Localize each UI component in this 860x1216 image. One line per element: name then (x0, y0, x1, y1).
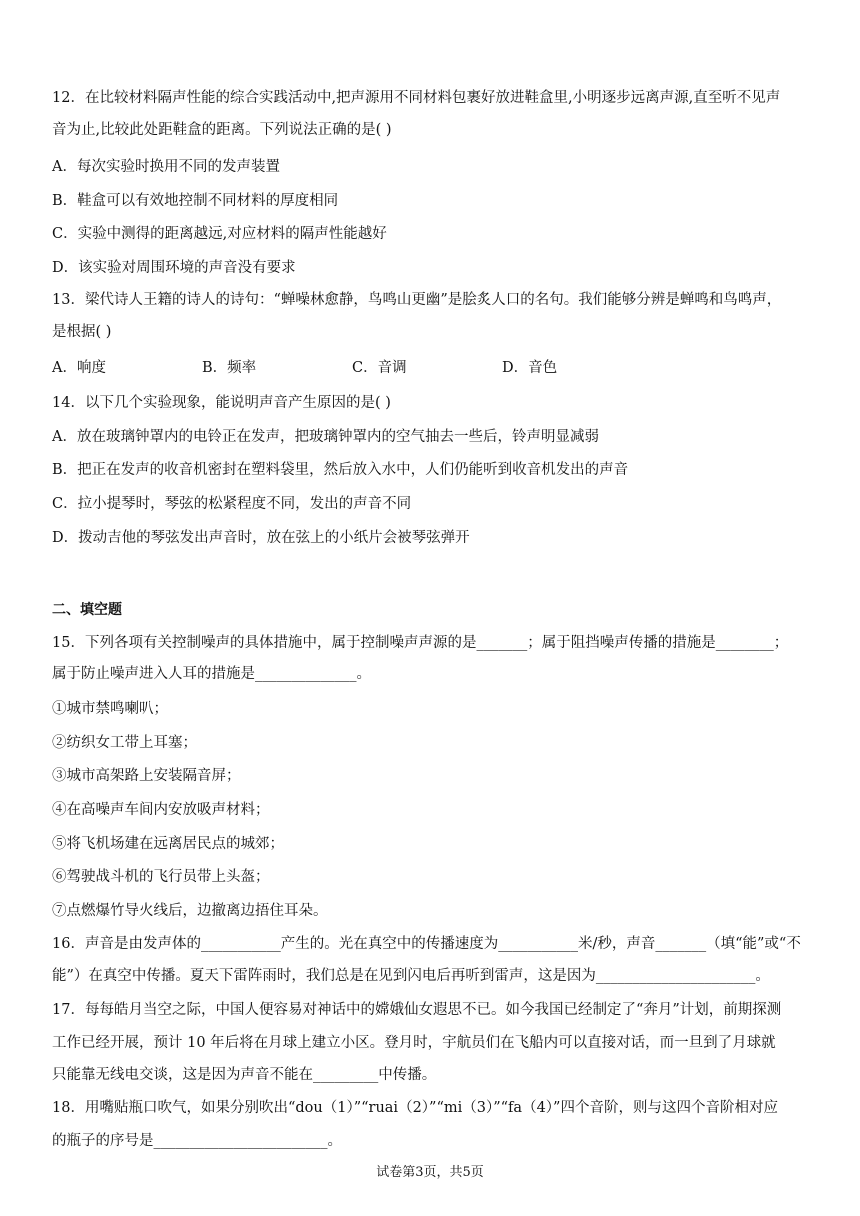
q14-option-b: B．把正在发声的收音机密封在塑料袋里，然后放入水中，人们仍能听到收音机发出的声音 (52, 462, 629, 478)
q17-line3: 只能靠无线电交谈，这是因为声音不能在_________中传播。 (52, 1067, 437, 1083)
q13-stem-line1: 13．梁代诗人王籍的诗人的诗句：“蝉噪林愈静，鸟鸣山更幽”是脍炙人口的名句。我们能够分辨是蝉鸣和鸟鸣声， (52, 292, 782, 308)
q13-option-c: C．音调 (352, 360, 407, 376)
section-title: 二、填空题 (52, 602, 122, 618)
q13-option-d: D．音色 (502, 360, 558, 376)
q13-option-b: B．频率 (202, 360, 257, 376)
q15-item-6: ⑥驾驶战斗机的飞行员带上头盔； (52, 869, 270, 885)
q18-line2: 的瓶子的序号是________________________。 (52, 1133, 342, 1149)
q14-option-c: C．拉小提琴时，琴弦的松紧程度不同，发出的声音不同 (52, 496, 412, 512)
q15-item-7: ⑦点燃爆竹导火线后，边撤离边捂住耳朵。 (52, 903, 328, 919)
q15-stem-line2: 属于防止噪声进入人耳的措施是______________。 (52, 666, 371, 682)
q15-item-3: ③城市高架路上安装隔音屏； (52, 768, 241, 784)
q17-line1: 17．每每皓月当空之际，中国人便容易对神话中的嫦娥仙女遐思不已。如今我国已经制定了“奔月”计划，前期探测 (52, 1002, 782, 1018)
page-footer: 试卷第3页，共5页 (376, 1165, 484, 1180)
q12-stem-line2: 音为止,比较此处距鞋盒的距离。下列说法正确的是( ) (52, 122, 392, 138)
q15-item-4: ④在高噪声车间内安放吸声材料； (52, 802, 270, 818)
q13-options (52, 358, 812, 378)
q12-stem-line1: 12．在比较材料隔声性能的综合实践活动中,把声源用不同材料包裹好放进鞋盒里,小明逐步远离声源,直至听不见声 (52, 90, 781, 106)
q12-option-c: C．实验中测得的距离越远,对应材料的隔声性能越好 (52, 226, 387, 242)
q15-item-1: ①城市禁鸣喇叭； (52, 701, 168, 717)
q14-stem: 14．以下几个实验现象，能说明声音产生原因的是( ) (52, 395, 391, 411)
q18-line1: 18．用嘴贴瓶口吹气，如果分别吹出“dou（1）”“ruai（2）”“mi（3）”“fa（4）”四个音阶，则与这四个音阶相对应 (52, 1100, 778, 1116)
q15-item-2: ②纺织女工带上耳塞； (52, 735, 197, 751)
q12-option-b: B．鞋盒可以有效地控制不同材料的厚度相同 (52, 193, 339, 209)
q14-option-a: A．放在玻璃钟罩内的电铃正在发声，把玻璃钟罩内的空气抽去一些后，铃声明显减弱 (52, 429, 599, 445)
q17-line2: 工作已经开展，预计 10 年后将在月球上建立小区。登月时，宇航员们在飞船内可以直接对话，而一旦到了月球就 (52, 1035, 776, 1051)
q16-line1: 16．声音是由发声体的___________产生的。光在真空中的传播速度为___________米/秒，声音_______（填“能”或“不 (52, 936, 801, 952)
q13-option-a: A．响度 (52, 360, 106, 376)
q13-stem-line2: 是根据( ) (52, 324, 112, 340)
q12-option-d: D．该实验对周围环境的声音没有要求 (52, 260, 296, 276)
q15-stem-line1: 15．下列各项有关控制噪声的具体措施中，属于控制噪声声源的是_______；属于阻挡噪声传播的措施是________； (52, 635, 789, 651)
q15-item-5: ⑤将飞机场建在远离居民点的城郊； (52, 836, 284, 852)
q14-option-d: D．拨动吉他的琴弦发出声音时，放在弦上的小纸片会被琴弦弹开 (52, 530, 470, 546)
q12-option-a: A．每次实验时换用不同的发声装置 (52, 159, 280, 175)
q16-line2: 能”）在真空中传播。夏天下雷阵雨时，我们总是在见到闪电后再听到雷声，这是因为______________________。 (52, 968, 770, 984)
